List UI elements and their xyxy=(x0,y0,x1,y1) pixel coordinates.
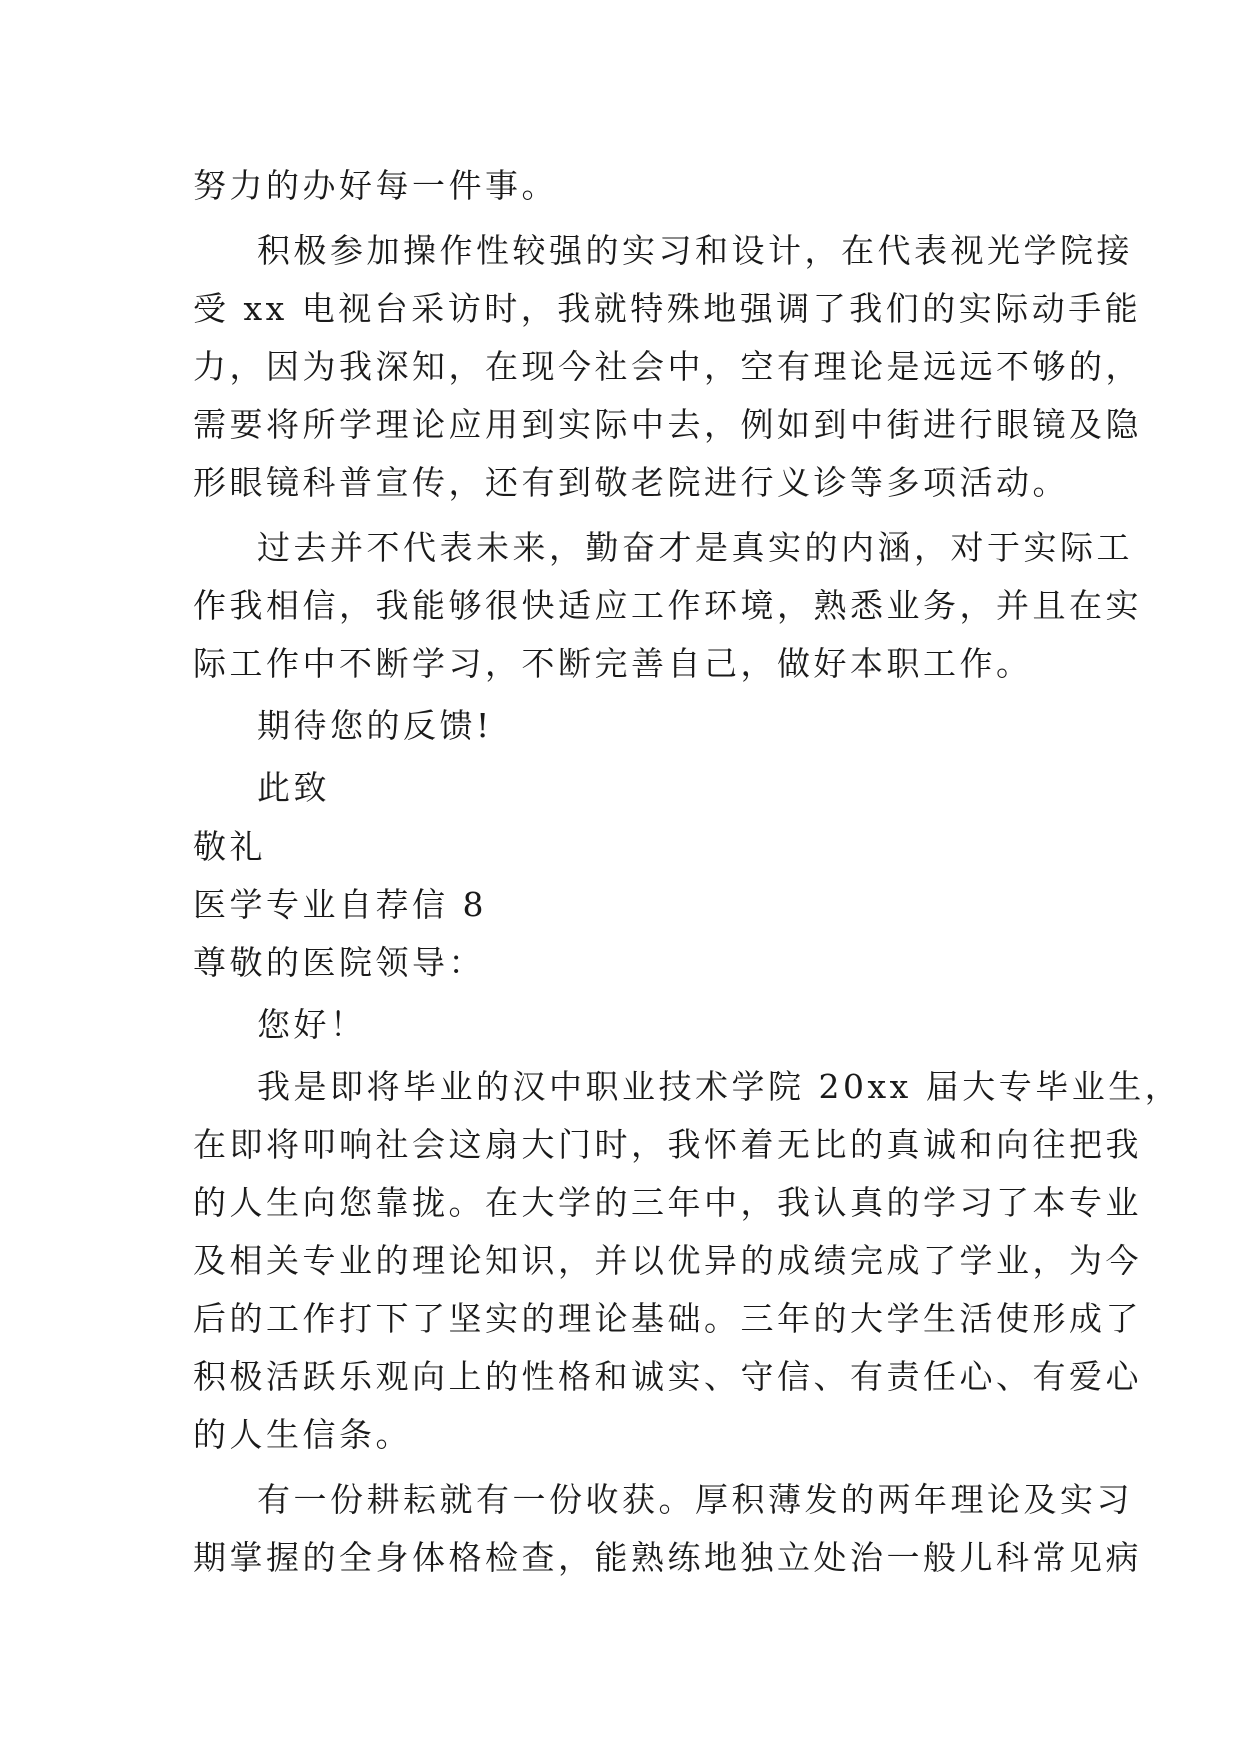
text-line: 力，因为我深知，在现今社会中，空有理论是远远不够的， xyxy=(193,347,1142,386)
text-line: 期掌握的全身体格检查，能熟练地独立处治一般儿科常见病 xyxy=(193,1538,1142,1577)
text-line: 我是即将毕业的汉中职业技术学院 20xx 届大专毕业生， xyxy=(257,1067,1182,1106)
text-line: 敬礼 xyxy=(193,827,266,866)
salutation: 尊敬的医院领导： xyxy=(193,943,485,982)
greeting: 您好！ xyxy=(257,1005,367,1044)
text-line: 在即将叩响社会这扇大门时，我怀着无比的真诚和向往把我 xyxy=(193,1125,1142,1164)
section-heading: 医学专业自荐信 8 xyxy=(193,885,487,924)
text-line: 积极活跃乐观向上的性格和诚实、守信、有责任心、有爱心 xyxy=(193,1357,1142,1396)
text-line: 的人生信条。 xyxy=(193,1415,412,1454)
text-line: 的人生向您靠拢。在大学的三年中，我认真的学习了本专业 xyxy=(193,1183,1142,1222)
text-line: 努力的办好每一件事。 xyxy=(193,166,558,205)
text-line: 及相关专业的理论知识，并以优异的成绩完成了学业，为今 xyxy=(193,1241,1142,1280)
text-line: 过去并不代表未来，勤奋才是真实的内涵，对于实际工 xyxy=(257,528,1133,567)
text-line: 作我相信，我能够很快适应工作环境，熟悉业务，并且在实 xyxy=(193,586,1142,625)
text-line: 期待您的反馈! xyxy=(257,706,493,745)
text-line: 需要将所学理论应用到实际中去，例如到中街进行眼镜及隐 xyxy=(193,405,1142,444)
text-line: 此致 xyxy=(257,768,330,807)
text-line: 后的工作打下了坚实的理论基础。三年的大学生活使形成了 xyxy=(193,1299,1142,1338)
text-line: 形眼镜科普宣传，还有到敬老院进行义诊等多项活动。 xyxy=(193,463,1069,502)
text-line: 受 xx 电视台采访时，我就特殊地强调了我们的实际动手能 xyxy=(193,289,1142,328)
text-line: 积极参加操作性较强的实习和设计，在代表视光学院接 xyxy=(257,231,1133,270)
text-line: 有一份耕耘就有一份收获。厚积薄发的两年理论及实习 xyxy=(257,1480,1133,1519)
text-line: 际工作中不断学习，不断完善自己，做好本职工作。 xyxy=(193,644,1033,683)
